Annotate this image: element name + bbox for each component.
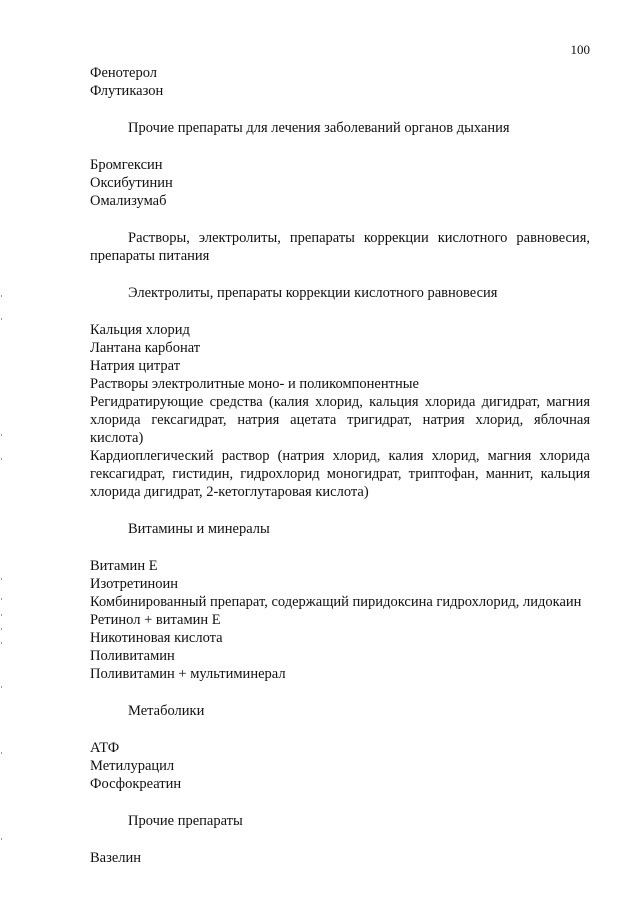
scan-mark (1, 614, 2, 616)
section-spacer (90, 830, 590, 849)
drug-list-item: Ретинол + витамин Е (90, 612, 221, 628)
drug-list-item: Оксибутинин (90, 175, 173, 191)
drug-list-item: Бромгексин (90, 157, 163, 173)
drug-list-item: АТФ (90, 740, 120, 756)
scan-mark (1, 598, 2, 600)
drug-list-item: Лантана карбонат (90, 340, 201, 356)
section-spacer (90, 683, 590, 702)
drug-list-item: Фенотерол (90, 65, 158, 81)
drug-list-item: Растворы электролитные моно- и поликомпонентные (90, 376, 419, 392)
page-number: 100 (570, 42, 590, 57)
scan-margin-marks (0, 0, 6, 905)
section-heading: Метаболики (128, 703, 205, 719)
section-spacer (90, 137, 590, 156)
drug-list-item: Поливитамин + мультиминерал (90, 666, 286, 682)
drug-list-item: Никотиновая кислота (90, 630, 223, 646)
section-heading: Витамины и минералы (128, 521, 270, 537)
document-body (90, 64, 590, 867)
scan-mark (1, 628, 2, 630)
scan-mark (1, 295, 2, 297)
drug-list-item: Изотретиноин (90, 576, 178, 592)
drug-list-item: Флутиказон (90, 83, 164, 99)
drug-list-item: Комбинированный препарат, содержащий пиридоксина гидрохлорид, лидокаин (90, 594, 582, 610)
section-spacer (90, 720, 590, 739)
drug-list-item: Натрия цитрат (90, 358, 181, 374)
section-heading: Электролиты, препараты коррекции кислотного равновесия (128, 285, 498, 301)
scan-mark (1, 458, 2, 460)
section-spacer (90, 302, 590, 321)
drug-list-item: Вазелин (90, 850, 142, 866)
drug-list-item: Поливитамин (90, 648, 175, 664)
drug-list-item: Омализумаб (90, 193, 167, 209)
scan-mark (1, 578, 2, 580)
section-spacer (90, 210, 590, 229)
scan-mark (1, 642, 2, 644)
drug-list-item: Кальция хлорид (90, 322, 190, 338)
scan-mark (1, 686, 2, 688)
section-heading: Прочие препараты (128, 813, 243, 829)
scan-mark (1, 318, 2, 320)
drug-list-item: Метилурацил (90, 758, 175, 774)
section-spacer (90, 100, 590, 119)
section-spacer (90, 501, 590, 520)
drug-list-item: Витамин Е (90, 558, 158, 574)
drug-list-item: Кардиоплегический раствор (натрия хлорид, калия хлорид, магния хлорида гексагидрат, гистидин, гидрохлорид моногидрат, триптофан, маннит, кальция хлорида дигидрат, 2-кетоглутаровая кислота) (90, 448, 590, 500)
section-spacer (90, 793, 590, 812)
section-spacer (90, 538, 590, 557)
scan-mark (1, 838, 2, 840)
drug-list-item: Регидратирующие средства (калия хлорид, кальция хлорида дигидрат, магния хлорида гексагидрат, натрия ацетата тригидрат, натрия хлорид, яблочная кислота) (90, 394, 590, 446)
scan-mark (1, 752, 2, 754)
section-heading: Растворы, электролиты, препараты коррекции кислотного равновесия, препараты питания (90, 230, 590, 264)
section-heading: Прочие препараты для лечения заболеваний органов дыхания (128, 120, 510, 136)
drug-list-item: Фосфокреатин (90, 776, 182, 792)
scan-mark (1, 434, 2, 436)
section-spacer (90, 265, 590, 284)
